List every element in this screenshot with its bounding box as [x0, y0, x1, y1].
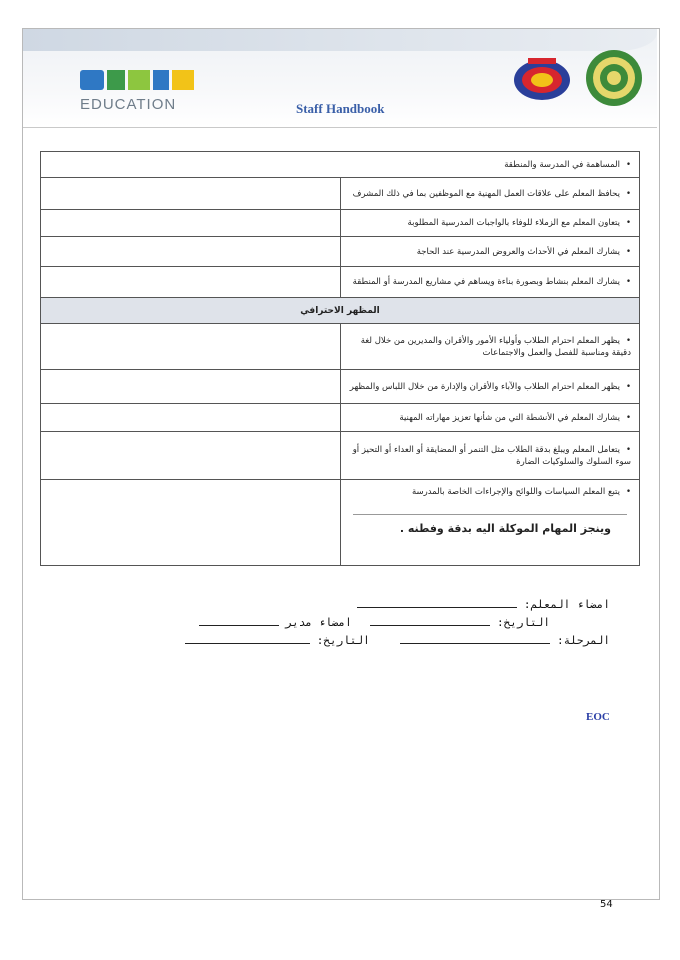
rating-cell[interactable]	[41, 404, 341, 432]
director-signature-label: امضاء مدير	[285, 616, 352, 629]
table-row	[41, 237, 640, 267]
criterion-cell: • يحافظ المعلم على علاقات العمل المهنية مع الموظفين بما في ذلك المشرف	[340, 178, 640, 210]
rating-cell[interactable]	[41, 432, 341, 480]
criterion-cell: • المساهمة في المدرسة والمنطقة	[41, 152, 640, 178]
teacher-signature-field[interactable]	[357, 597, 517, 608]
date-field[interactable]	[370, 615, 490, 626]
rating-cell[interactable]	[41, 210, 341, 237]
evaluation-table	[40, 151, 640, 566]
section-header-row	[41, 298, 640, 324]
stage-field[interactable]	[400, 633, 550, 644]
table-row	[41, 152, 640, 178]
page-number: 54	[600, 899, 613, 910]
criterion-cell: • يتعاون المعلم مع الزملاء للوفاء بالواجبات المدرسية المطلوبة	[340, 210, 640, 237]
criterion-cell: • يتعامل المعلم ويبلغ بدقة الطلاب مثل التنمر أو المضايقة أو العداء أو التحيز أو سوء السلوك والسلوكيات الضارة	[340, 432, 640, 480]
closing-statement: وينجز المهام الموكلة اليه بدقة وفطنه .	[399, 522, 611, 535]
rating-cell[interactable]	[41, 480, 341, 566]
criterion-cell: • يشارك المعلم بنشاط وبصورة بناءة ويساهم في مشاريع المدرسة أو المنطقة	[340, 267, 640, 298]
table-row	[41, 324, 640, 370]
date2-field[interactable]	[185, 633, 310, 644]
rating-cell[interactable]	[41, 237, 341, 267]
rating-cell[interactable]	[41, 178, 341, 210]
rating-cell[interactable]	[41, 370, 341, 404]
rating-cell[interactable]	[41, 324, 341, 370]
teacher-signature-line: امضاء المعلم:	[357, 597, 610, 611]
table-row	[41, 480, 640, 566]
table-row	[41, 404, 640, 432]
rating-cell[interactable]	[41, 267, 341, 298]
criterion-cell: • يشارك المعلم في الأنشطة التي من شأنها تعزيز مهاراته المهنية	[340, 404, 640, 432]
table-row	[41, 370, 640, 404]
header-swoosh	[23, 29, 657, 51]
criterion-cell: • يظهر المعلم احترام الطلاب وأولياء الأمور والأقران والمديرين من خلال لغة دقيقة ومناسبة للفصل والعمل والاجتماعات	[340, 324, 640, 370]
handbook-title: Staff Handbook	[296, 101, 385, 116]
table-row	[41, 178, 640, 210]
director-signature-field[interactable]	[199, 615, 279, 626]
table-row	[41, 432, 640, 480]
criterion-cell: • يتبع المعلم السياسات واللوائح والإجراءات الخاصة بالمدرسة وينجز المهام الموكلة اليه بدقة وفطنه .	[340, 480, 640, 566]
table-row	[41, 210, 640, 237]
date-line: التاريخ: امضاء مدير	[199, 615, 550, 629]
section-title: المظهر الاحترافي	[41, 298, 640, 324]
logo-text: EDUCATION	[80, 96, 177, 113]
date2-label: التاريخ:	[316, 634, 370, 647]
table-row	[41, 267, 640, 298]
divider-line	[353, 514, 628, 515]
footer-code: EOC	[586, 711, 610, 723]
ministry-seal-icon	[584, 48, 644, 108]
criterion-cell: • يشارك المعلم في الأحداث والعروض المدرسية عند الحاجة	[340, 237, 640, 267]
stage-line: المرحلة: التاريخ:	[185, 633, 610, 647]
criterion-cell: • يظهر المعلم احترام الطلاب والآباء والأقران والإدارة من خلال اللباس والمظهر	[340, 370, 640, 404]
school-seal-icon	[512, 56, 572, 102]
